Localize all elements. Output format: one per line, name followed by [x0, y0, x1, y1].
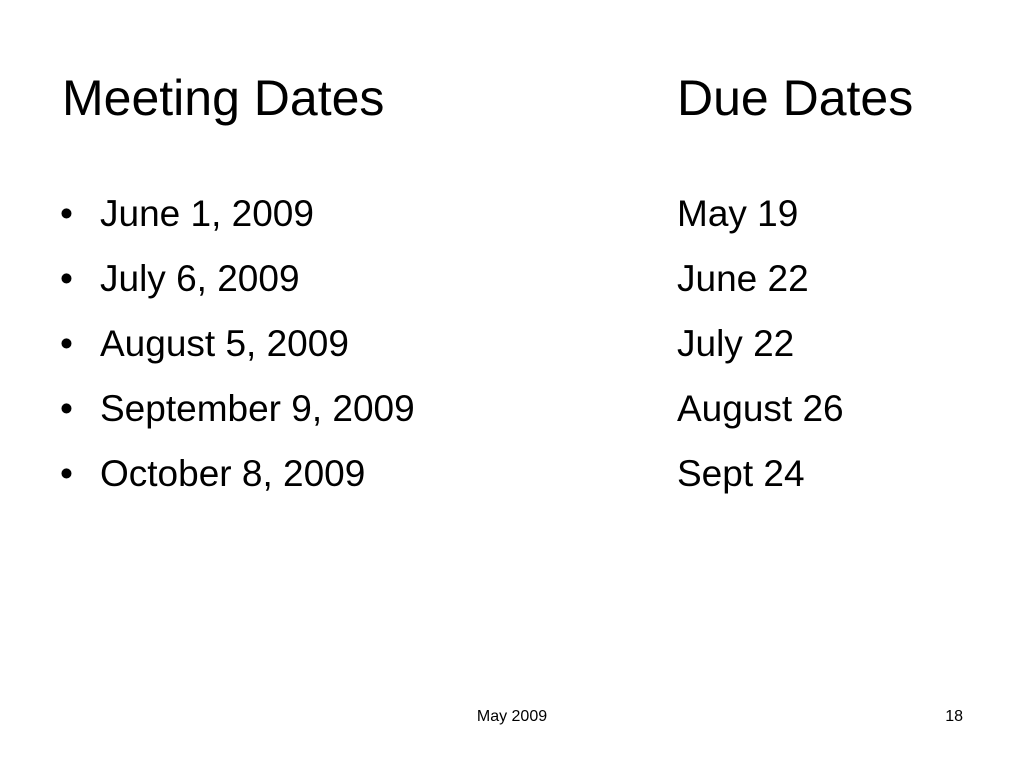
- due-date-item: May 19: [677, 193, 799, 234]
- meeting-date-item: [60, 251, 415, 316]
- due-date-item: July 22: [677, 323, 795, 364]
- bullet-icon: •: [60, 323, 73, 364]
- bullet-icon: •: [60, 258, 73, 299]
- meeting-date-text: September 9, 2009: [100, 388, 415, 429]
- meeting-date-text: June 1, 2009: [100, 193, 314, 234]
- footer-date: May 2009: [476, 708, 548, 725]
- bullet-icon: •: [60, 453, 73, 494]
- meeting-date-item: [60, 186, 415, 251]
- due-date-item: Sept 24: [677, 453, 805, 494]
- meeting-date-text: July 6, 2009: [100, 258, 300, 299]
- due-dates-heading: Due Dates: [677, 70, 914, 126]
- bullet-icon: •: [60, 388, 73, 429]
- meeting-date-item: [60, 446, 415, 511]
- meeting-dates-list: [60, 186, 415, 511]
- meeting-date-item: [60, 316, 415, 381]
- bullet-icon: •: [60, 193, 73, 234]
- meeting-date-text: August 5, 2009: [100, 323, 349, 364]
- meeting-date-item: [60, 381, 415, 446]
- meeting-dates-heading: Meeting Dates: [62, 70, 385, 126]
- due-dates-list: [677, 186, 844, 511]
- meeting-date-text: October 8, 2009: [100, 453, 366, 494]
- page-number: 18: [945, 708, 963, 725]
- due-date-item: June 22: [677, 258, 809, 299]
- due-date-item: August 26: [677, 388, 844, 429]
